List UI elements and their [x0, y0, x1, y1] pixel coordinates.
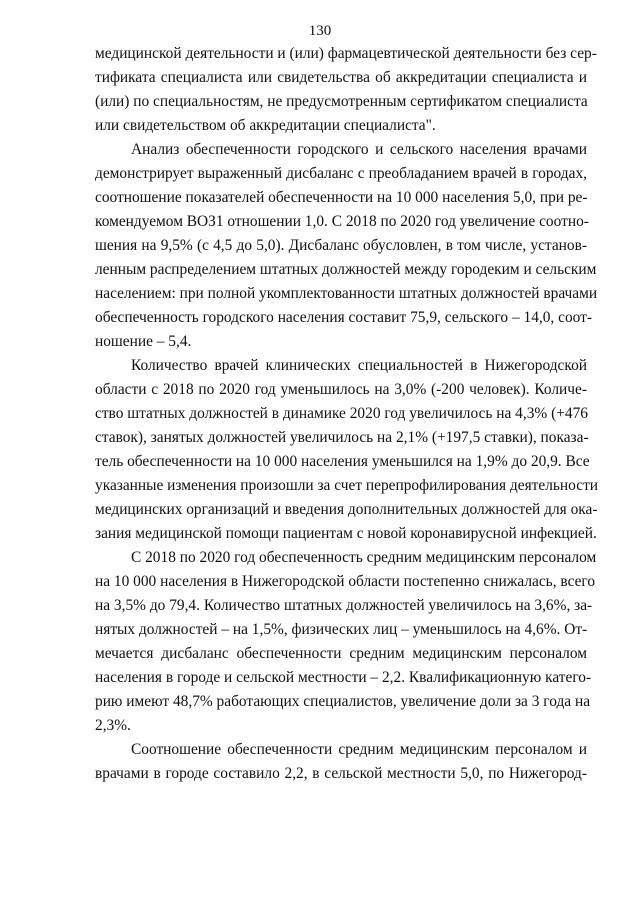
text-line: рию имеют 48,7% работающих специалистов, увеличение доли за 3 года на — [95, 693, 591, 710]
text-line: населения в городе и сельской местности – 2,2. Квалификационную катего- — [95, 669, 592, 686]
text-line: соотношение показателей обеспеченности на 10 000 населения 5,0, при ре- — [95, 189, 588, 206]
text-line: ношение – 5,4. — [95, 333, 192, 350]
text-line: или свидетельством об аккредитации специалиста". — [95, 117, 436, 134]
text-line: С 2018 по 2020 год обеспеченность средним медицинским персоналом — [131, 549, 597, 566]
text-line: на 10 000 населения в Нижегородской области постепенно снижалась, всего — [95, 573, 596, 590]
text-line: медицинских организаций и введения дополнительных должностей для ока- — [95, 501, 598, 518]
text-line: шения на 9,5% (с 4,5 до 5,0). Дисбаланс обусловлен, в том числе, установ- — [95, 237, 587, 254]
text-line: Соотношение обеспеченности средним медицинским персоналом и — [131, 741, 587, 758]
text-line: ство штатных должностей в динамике 2020 год увеличилось на 4,3% (+476 — [95, 405, 588, 422]
text-line: мечается дисбаланс обеспеченности средним медицинским персоналом — [95, 645, 587, 662]
text-line: медицинской деятельности и (или) фармацевтической деятельности без сер- — [95, 45, 597, 62]
text-line: населением: при полной укомплектованности штатных должностей врачами — [95, 285, 598, 302]
text-line: тификата специалиста или свидетельства об аккредитации специалиста и — [95, 69, 587, 86]
text-line: тель обеспеченности на 10 000 населения уменьшился на 1,9% до 20,9. Все — [95, 453, 590, 470]
text-line: на 3,5% до 79,4. Количество штатных должностей увеличилось на 3,6%, за- — [95, 597, 593, 614]
text-line: ленным распределением штатных должностей между городеким и сельским — [95, 261, 597, 278]
text-line: врачами в городе составило 2,2, в сельской местности 5,0, по Нижегород- — [95, 765, 587, 782]
text-line: демонстрирует выраженный дисбаланс с преобладанием врачей в городах, — [95, 165, 587, 182]
text-line: Анализ обеспеченности городского и сельского населения врачами — [131, 141, 587, 158]
text-line: указанные изменения произошли за счет перепрофилирования деятельности — [95, 477, 599, 494]
text-line: обеспеченность городского населения составит 75,9, сельского – 14,0, соот- — [95, 309, 593, 326]
text-line: 2,3%. — [95, 717, 131, 734]
text-line: Количество врачей клинических специальностей в Нижегородской — [131, 357, 587, 374]
text-line: нятых должностей – на 1,5%, физических лиц – уменьшилось на 4,6%. От- — [95, 621, 588, 638]
text-line: комендуемом ВОЗ1 отношении 1,0. С 2018 по 2020 год увеличение соотно- — [95, 213, 589, 230]
text-line: области с 2018 по 2020 год уменьшилось на 3,0% (-200 человек). Количе- — [95, 381, 587, 398]
text-line: зания медицинской помощи пациентам с новой коронавирусной инфекцией. — [95, 525, 597, 542]
text-line: ставок), занятых должностей увеличилось на 2,1% (+197,5 ставки), показа- — [95, 429, 589, 446]
body-text — [95, 42, 599, 786]
text-line: (или) по специальностям, не предусмотренным сертификатом специалиста — [95, 93, 588, 110]
page-number: 130 — [308, 23, 332, 39]
